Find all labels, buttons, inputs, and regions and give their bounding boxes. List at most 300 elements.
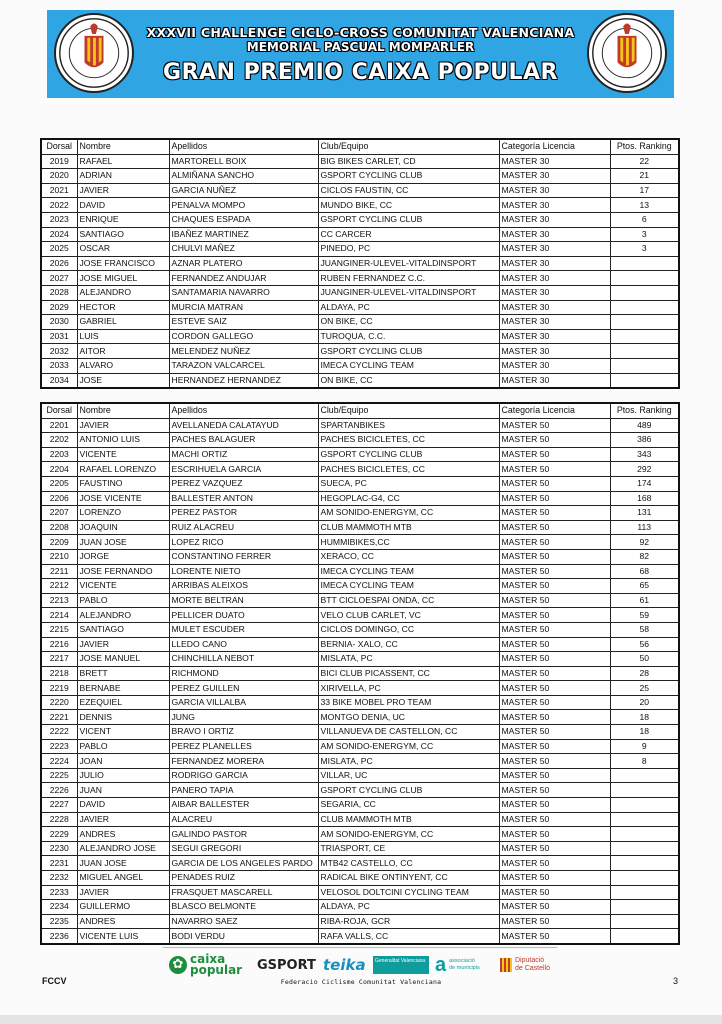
table-cell: RAFA VALLS, CC [318,929,499,944]
event-subtitle: MEMORIAL PASCUAL MOMPARLER [246,40,475,54]
bottom-strip [0,1015,722,1024]
table-cell: 386 [610,433,679,448]
table-cell: JUAN [77,783,169,798]
table-cell: 2229 [41,827,77,842]
table-row [41,885,679,900]
table-cell: MISLATA, PC [318,652,499,667]
table-row [41,622,679,637]
table-cell: TARAZON VALCARCEL [169,358,318,373]
table-cell: BLASCO BELMONTE [169,900,318,915]
table-cell: MURCIA MATRAN [169,300,318,315]
table-cell: 18 [610,710,679,725]
table-cell: 56 [610,637,679,652]
table-cell [610,285,679,300]
table-row [41,827,679,842]
master30-table [40,138,680,389]
table-cell: 2025 [41,242,77,257]
table-cell: FERNANDEZ MORERA [169,754,318,769]
table-cell: 2020 [41,169,77,184]
column-header: Dorsal [41,403,77,418]
table-cell: RAFAEL [77,154,169,169]
table-cell: PACHES BICICLETES, CC [318,433,499,448]
table-cell: 2221 [41,710,77,725]
table-cell: HUMMIBIKES,CC [318,535,499,550]
table-cell: 8 [610,754,679,769]
footer-divider [163,947,557,948]
table-cell: PABLO [77,739,169,754]
table-cell: 2231 [41,856,77,871]
table-row [41,637,679,652]
table-cell: DAVID [77,198,169,213]
table-cell: RUIZ ALACREU [169,520,318,535]
table-cell [610,914,679,929]
table-cell: 21 [610,169,679,184]
table-cell: ALDAYA, PC [318,300,499,315]
table-row [41,227,679,242]
table-cell: 2216 [41,637,77,652]
table-row [41,666,679,681]
table-header-row [41,139,679,154]
table-cell [610,300,679,315]
table-cell: 2210 [41,549,77,564]
table-cell: HECTOR [77,300,169,315]
table-row [41,652,679,667]
table-row [41,914,679,929]
table-cell: 2019 [41,154,77,169]
table-cell: VICENT [77,725,169,740]
table-row [41,271,679,286]
table-cell [610,344,679,359]
table-cell: MASTER 50 [499,476,610,491]
table-cell: DAVID [77,798,169,813]
table-cell: 2034 [41,373,77,388]
table-cell: 174 [610,476,679,491]
table-cell: CICLOS FAUSTIN, CC [318,183,499,198]
table-cell: 2218 [41,666,77,681]
table-cell: MASTER 30 [499,256,610,271]
table-cell [610,768,679,783]
table-cell: TUROQUA, C.C. [318,329,499,344]
table-cell: MASTER 50 [499,520,610,535]
table-cell: PACHES BICICLETES, CC [318,462,499,477]
table-cell [610,783,679,798]
table-cell: JOAQUIN [77,520,169,535]
table-cell: IMECA CYCLING TEAM [318,579,499,594]
table-cell: MASTER 50 [499,579,610,594]
table-cell: ANDRES [77,914,169,929]
table-cell: LORENTE NIETO [169,564,318,579]
table-row [41,812,679,827]
table-cell: 2024 [41,227,77,242]
table-cell: 22 [610,154,679,169]
table-cell: MIGUEL ANGEL [77,871,169,886]
event-title: XXXVII CHALLENGE CICLO-CROSS COMUNITAT VALENCIANA [146,25,575,40]
table-cell: MASTER 50 [499,710,610,725]
table-row [41,798,679,813]
table-cell: MASTER 50 [499,652,610,667]
table-cell: MUNDO BIKE, CC [318,198,499,213]
table-row [41,373,679,388]
table-cell: 2213 [41,593,77,608]
table-row [41,256,679,271]
table-row [41,344,679,359]
table-cell: RUBEN FERNANDEZ C.C. [318,271,499,286]
table-cell: 65 [610,579,679,594]
table-row [41,535,679,550]
table-row [41,242,679,257]
table-cell: PEREZ GUILLEN [169,681,318,696]
table-cell: MASTER 50 [499,608,610,623]
table-cell: 2209 [41,535,77,550]
table-cell: 2022 [41,198,77,213]
table-cell: 2021 [41,183,77,198]
table-cell: JOSE VICENTE [77,491,169,506]
table-cell: BRAVO I ORTIZ [169,725,318,740]
table-cell: 61 [610,593,679,608]
table-cell: MORTE BELTRAN [169,593,318,608]
table-cell: 59 [610,608,679,623]
table-cell: 2212 [41,579,77,594]
table-cell: AIBAR BALLESTER [169,798,318,813]
table-cell [610,256,679,271]
table-cell: CHAQUES ESPADA [169,212,318,227]
table-cell: MASTER 50 [499,871,610,886]
table-cell: MASTER 50 [499,622,610,637]
table-cell [610,871,679,886]
table-cell: MASTER 50 [499,827,610,842]
table-cell: MASTER 50 [499,447,610,462]
table-cell: MASTER 50 [499,739,610,754]
sponsor-bar [165,952,565,978]
table-cell: GSPORT CYCLING CLUB [318,169,499,184]
table-cell: BODI VERDU [169,929,318,944]
table-cell: ALEJANDRO [77,608,169,623]
table-cell: BRETT [77,666,169,681]
table-row [41,285,679,300]
table-cell: AZNAR PLATERO [169,256,318,271]
table-cell: AM SONIDO-ENERGYM, CC [318,827,499,842]
table-cell: FAUSTINO [77,476,169,491]
table-row [41,695,679,710]
table-row [41,154,679,169]
table-cell: JUANGINER-ULEVEL-VITALDINSPORT [318,256,499,271]
table-cell: 2205 [41,476,77,491]
table-row [41,841,679,856]
table-cell: GUILLERMO [77,900,169,915]
table-cell: MASTER 30 [499,358,610,373]
table-cell: VILLANUEVA DE CASTELLON, CC [318,725,499,740]
assoc-mark-icon: a [435,954,447,976]
table-cell: 2023 [41,212,77,227]
table-cell: BTT CICLOESPAI ONDA, CC [318,593,499,608]
table-cell: MASTER 30 [499,373,610,388]
table-cell: SEGUI GREGORI [169,841,318,856]
table-cell: MONTGO DENIA, UC [318,710,499,725]
table-cell: HERNANDEZ HERNANDEZ [169,373,318,388]
table-cell: ENRIQUE [77,212,169,227]
table-cell: ESCRIHUELA GARCIA [169,462,318,477]
table-row [41,900,679,915]
table-row [41,593,679,608]
table-cell: 2203 [41,447,77,462]
table-cell: 131 [610,506,679,521]
table-cell: SUECA, PC [318,476,499,491]
table-cell: MASTER 50 [499,929,610,944]
table-cell: 2027 [41,271,77,286]
table-cell: 2028 [41,285,77,300]
table-cell: 20 [610,695,679,710]
table-cell: JAVIER [77,637,169,652]
table-cell: 2236 [41,929,77,944]
table-cell: IBAÑEZ MARTINEZ [169,227,318,242]
table-row [41,579,679,594]
table-cell: PEREZ PASTOR [169,506,318,521]
table-cell: LLEDO CANO [169,637,318,652]
page-number: 3 [673,976,679,986]
generalitat-logo: Generalitat Valenciana [373,952,429,978]
table-row [41,418,679,433]
table-cell: MASTER 50 [499,812,610,827]
table-cell: MASTER 50 [499,900,610,915]
table-cell: 292 [610,462,679,477]
table-cell: GARCIA DE LOS ANGELES PARDO [169,856,318,871]
gsport-logo: GSPORT [257,957,316,973]
table-cell: AM SONIDO-ENERGYM, CC [318,506,499,521]
table-cell: NAVARRO SAEZ [169,914,318,929]
table-cell: 2219 [41,681,77,696]
table-cell: EZEQUIEL [77,695,169,710]
table-cell: 33 BIKE MOBEL PRO TEAM [318,695,499,710]
table-cell: JUANGINER-ULEVEL-VITALDINSPORT [318,285,499,300]
table-cell: RIBA-ROJA, GCR [318,914,499,929]
column-header: Nombre [77,139,169,154]
table-cell: SANTIAGO [77,622,169,637]
table-cell: 2233 [41,885,77,900]
table-cell: 2026 [41,256,77,271]
table-cell: GSPORT CYCLING CLUB [318,447,499,462]
table-row [41,725,679,740]
table-cell: 2211 [41,564,77,579]
teika-logo: teika [323,956,366,974]
table-cell: MASTER 30 [499,315,610,330]
table-cell: MELENDEZ NUÑEZ [169,344,318,359]
table-row [41,929,679,944]
table-cell: AITOR [77,344,169,359]
table-row [41,300,679,315]
table-cell: JULIO [77,768,169,783]
table-cell: 2217 [41,652,77,667]
table-cell: 168 [610,491,679,506]
table-cell: IMECA CYCLING TEAM [318,564,499,579]
table-cell: MASTER 50 [499,462,610,477]
table-cell: MASTER 30 [499,300,610,315]
table-cell: SANTIAGO [77,227,169,242]
table-cell: JUNG [169,710,318,725]
table-cell: JAVIER [77,885,169,900]
table-cell: VELO CLUB CARLET, VC [318,608,499,623]
table-cell: LOPEZ RICO [169,535,318,550]
header-banner [47,10,674,98]
table-cell: MASTER 50 [499,593,610,608]
table-cell: 92 [610,535,679,550]
table-row [41,183,679,198]
table-cell [610,827,679,842]
table-cell: BERNIA- XALO, CC [318,637,499,652]
table-cell: 50 [610,652,679,667]
table-cell: PENALVA MOMPO [169,198,318,213]
table-cell [610,856,679,871]
table-cell: RODRIGO GARCIA [169,768,318,783]
table-cell: VICENTE [77,579,169,594]
table-cell: GALINDO PASTOR [169,827,318,842]
table-cell: CORDON GALLEGO [169,329,318,344]
table-cell: MASTER 30 [499,285,610,300]
table-cell: ESTEVE SAIZ [169,315,318,330]
table-cell: PANERO TAPIA [169,783,318,798]
table-row [41,198,679,213]
table-cell: MASTER 50 [499,798,610,813]
table-cell [610,929,679,944]
column-header: Ptos. Ranking [610,403,679,418]
table-cell: FRASQUET MASCARELL [169,885,318,900]
table-cell: GARCIA NUÑEZ [169,183,318,198]
table-cell: GSPORT CYCLING CLUB [318,344,499,359]
table-row [41,856,679,871]
table-cell: 343 [610,447,679,462]
column-header: Apellidos [169,139,318,154]
table-row [41,329,679,344]
table-cell: JOSE FERNANDO [77,564,169,579]
table-cell: MASTER 50 [499,783,610,798]
table-cell: VELOSOL DOLTCINI CYCLING TEAM [318,885,499,900]
table-cell: TRIASPORT, CE [318,841,499,856]
table-cell: MASTER 50 [499,885,610,900]
table-cell: MASTER 50 [499,914,610,929]
table-row [41,476,679,491]
table-cell: 2029 [41,300,77,315]
table-cell: MASTER 50 [499,695,610,710]
table-cell: MASTER 30 [499,183,610,198]
table-cell: CHULVI MAÑEZ [169,242,318,257]
table-header-row [41,403,679,418]
table-cell: 58 [610,622,679,637]
table-cell [610,373,679,388]
table-cell: MASTER 50 [499,666,610,681]
table-cell: MASTER 50 [499,856,610,871]
table-cell: MULET ESCUDER [169,622,318,637]
table-cell: RAFAEL LORENZO [77,462,169,477]
table-cell: FERNANDEZ ANDUJAR [169,271,318,286]
table-cell: 25 [610,681,679,696]
table-cell: JOSE MANUEL [77,652,169,667]
table-cell: ON BIKE, CC [318,315,499,330]
table-cell: 3 [610,242,679,257]
table-cell: PEREZ PLANELLES [169,739,318,754]
table-cell [610,841,679,856]
table-cell: MASTER 30 [499,227,610,242]
table-cell: 2201 [41,418,77,433]
table-cell: 82 [610,549,679,564]
table-cell: 18 [610,725,679,740]
table-cell: 6 [610,212,679,227]
caixa-popular-logo: ✿ caixa popular [169,952,242,978]
table-cell: ADRIAN [77,169,169,184]
table-cell: JOSE FRANCISCO [77,256,169,271]
table-cell: JAVIER [77,183,169,198]
table-cell: MASTER 30 [499,344,610,359]
table-row [41,462,679,477]
table-cell: MASTER 30 [499,242,610,257]
table-cell: GSPORT CYCLING CLUB [318,783,499,798]
table-cell: MARTORELL BOIX [169,154,318,169]
footer-fccv: FCCV [42,976,67,986]
table-cell: MASTER 30 [499,154,610,169]
table-cell: MASTER 50 [499,768,610,783]
table-cell: PEREZ VAZQUEZ [169,476,318,491]
table-cell [610,885,679,900]
table-cell: 2225 [41,768,77,783]
table-cell: SANTAMARIA NAVARRO [169,285,318,300]
table-cell: MASTER 30 [499,329,610,344]
table-cell: 489 [610,418,679,433]
table-cell: JAVIER [77,812,169,827]
table-row [41,491,679,506]
table-cell: XERACO, CC [318,549,499,564]
column-header: Categoría Licencia [499,403,610,418]
table-cell [610,900,679,915]
table-cell: BALLESTER ANTON [169,491,318,506]
table-cell: OSCAR [77,242,169,257]
master50-table [40,402,680,945]
table-cell: AVELLANEDA CALATAYUD [169,418,318,433]
table-row [41,315,679,330]
table-cell: 2204 [41,462,77,477]
table-cell: 2220 [41,695,77,710]
table-cell: MTB42 CASTELLO, CC [318,856,499,871]
table-row [41,520,679,535]
table-cell: 13 [610,198,679,213]
table-cell: MASTER 50 [499,418,610,433]
table-cell: 3 [610,227,679,242]
table-cell: 9 [610,739,679,754]
table-cell: JOAN [77,754,169,769]
table-cell: BERNABE [77,681,169,696]
table-cell: ALDAYA, PC [318,900,499,915]
table-cell: MASTER 50 [499,549,610,564]
table-cell: ANTONIO LUIS [77,433,169,448]
table-cell: 2031 [41,329,77,344]
table-cell: DENNIS [77,710,169,725]
table-row [41,768,679,783]
table-cell: SEGARIA, CC [318,798,499,813]
table-row [41,681,679,696]
table-cell: 2224 [41,754,77,769]
table-row [41,358,679,373]
column-header: Club/Equipo [318,403,499,418]
table-cell: CC CARCER [318,227,499,242]
table-cell: PELLICER DUATO [169,608,318,623]
diputacio-castello-logo: Diputació de Castelló [500,952,550,978]
table-cell: MASTER 50 [499,506,610,521]
table-row [41,549,679,564]
table-cell: 2226 [41,783,77,798]
table-cell [610,358,679,373]
table-cell [610,329,679,344]
table-cell: JORGE [77,549,169,564]
table-cell: RADICAL BIKE ONTINYENT, CC [318,871,499,886]
table-cell: MASTER 50 [499,637,610,652]
table-cell: LUIS [77,329,169,344]
